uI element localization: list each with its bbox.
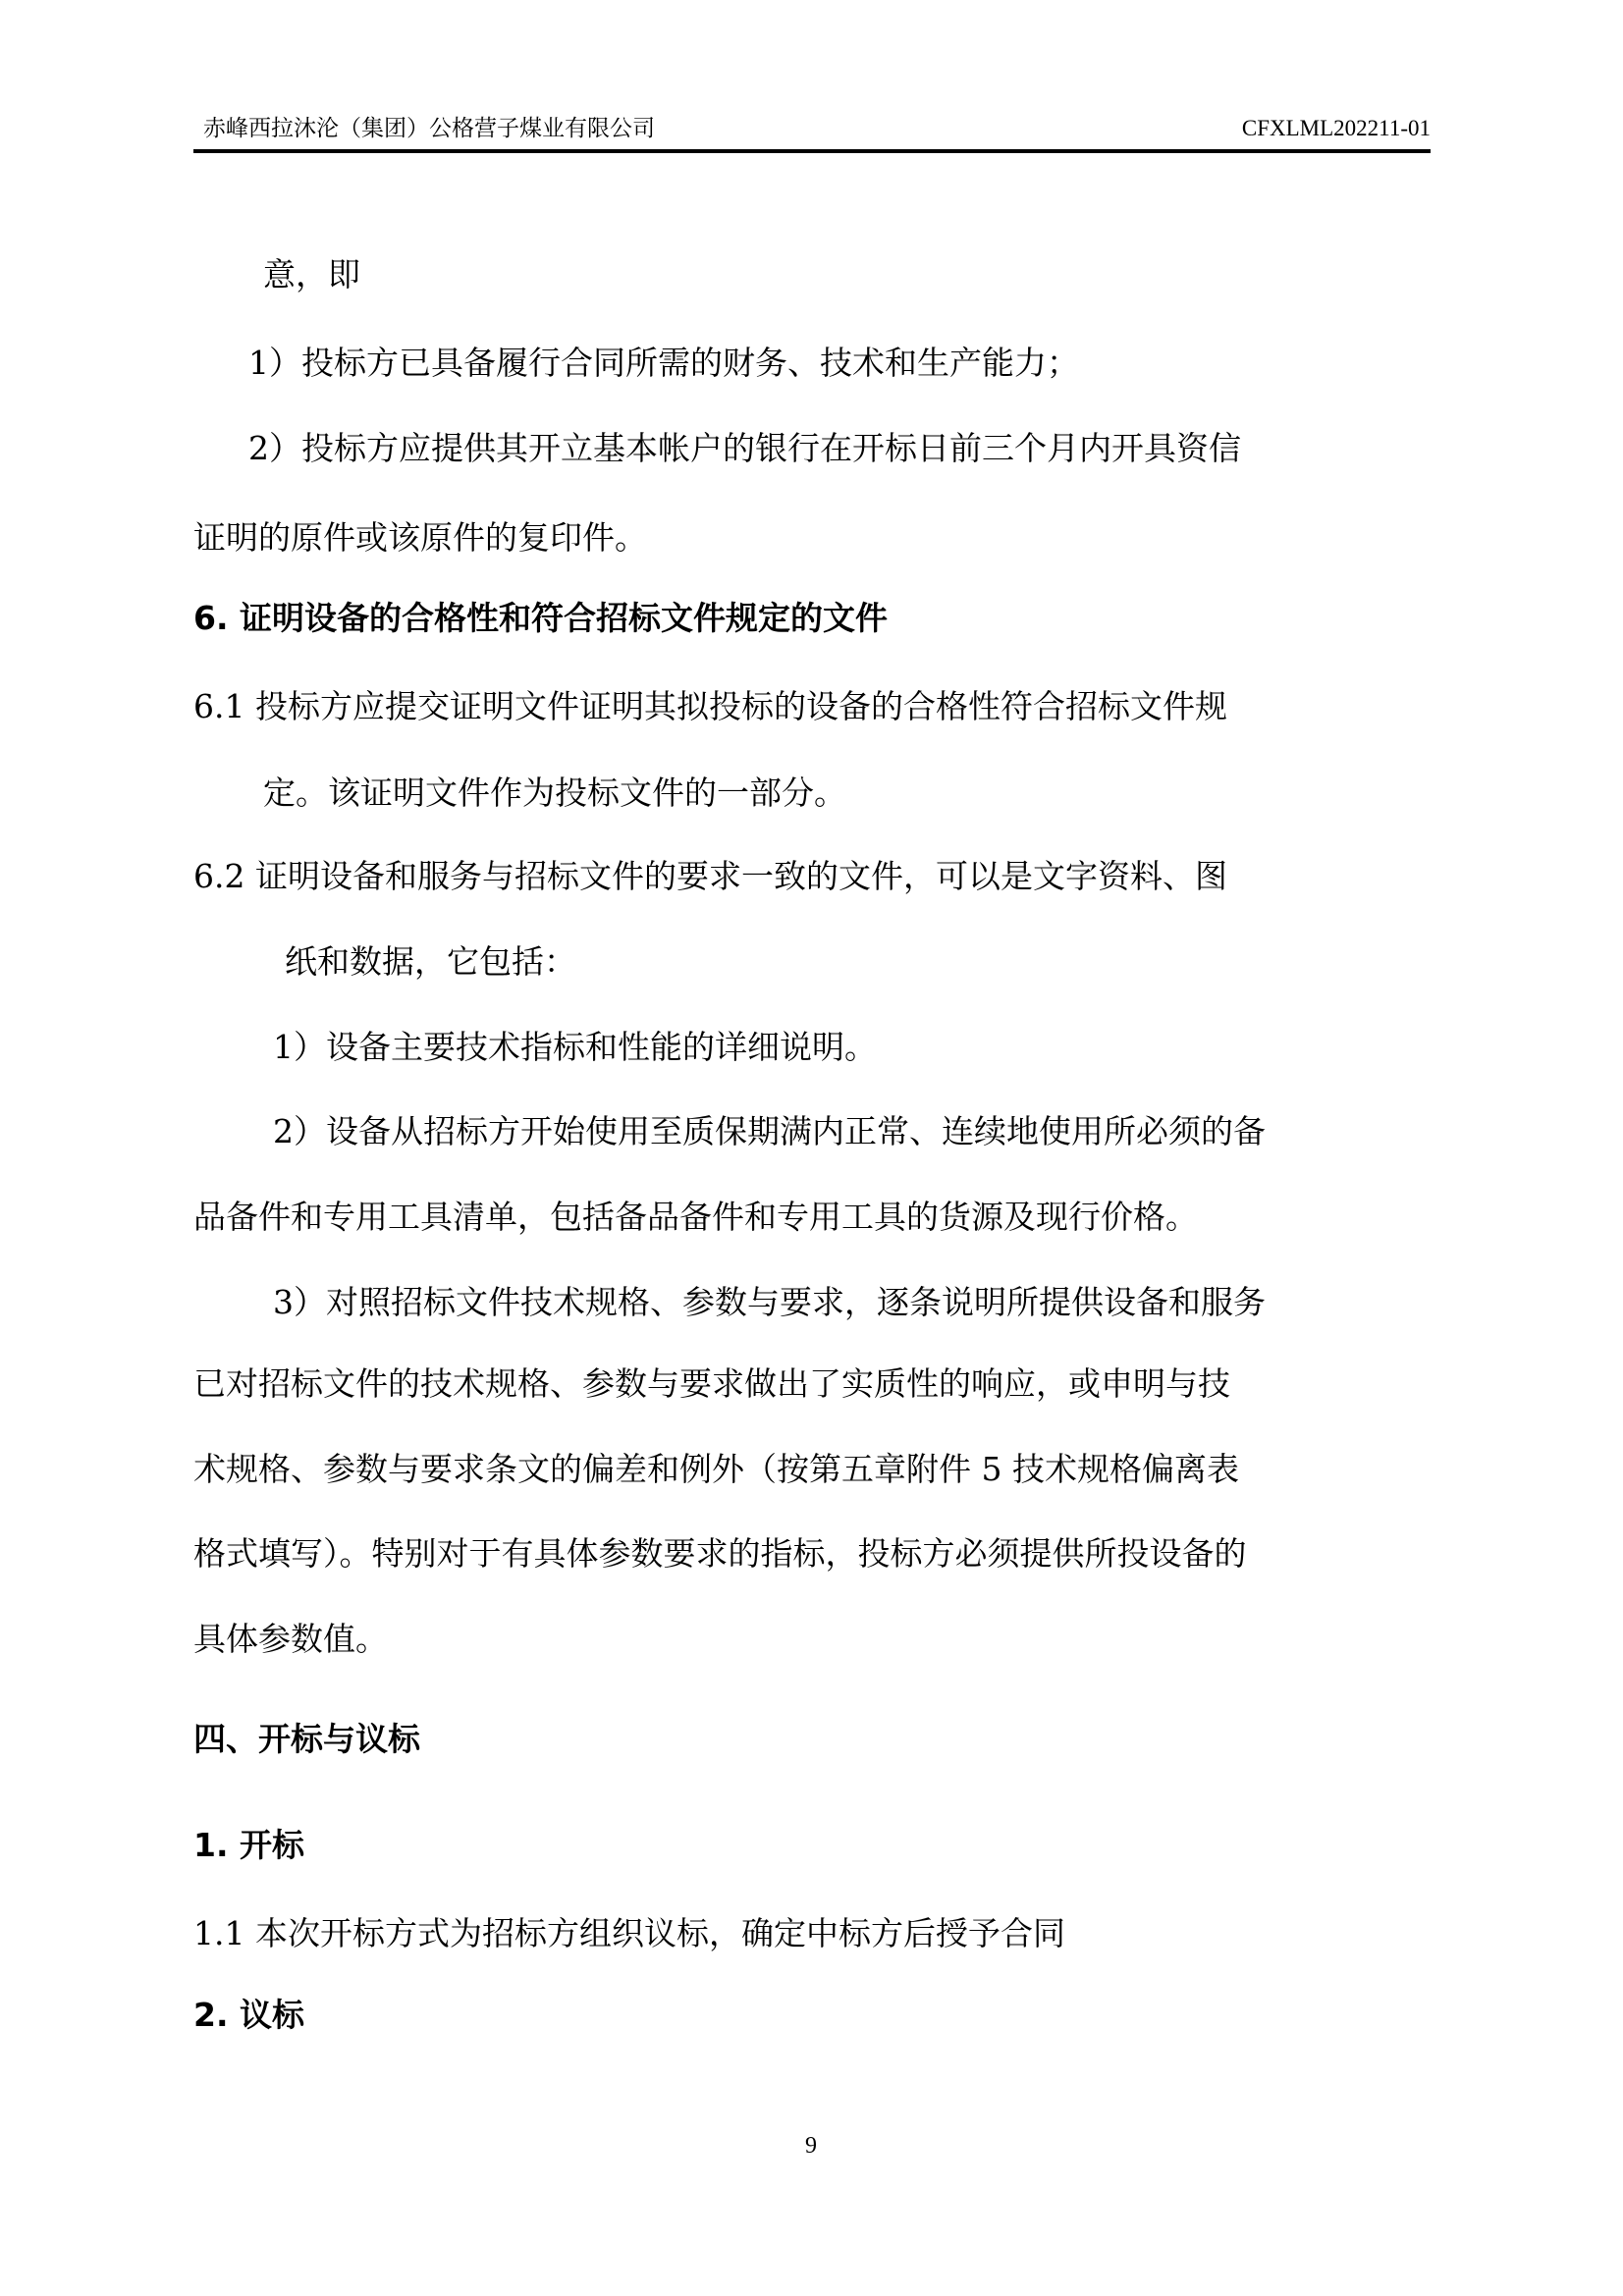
paragraph-line: 品备件和专用工具清单，包括备品备件和专用工具的货源及现行价格。 [193,1198,1198,1236]
paragraph-line: 具体参数值。 [193,1620,388,1658]
paragraph-line: 术规格、参数与要求条文的偏差和例外（按第五章附件 5 技术规格偏离表 [193,1450,1239,1488]
section-heading-negotiation: 2. 议标 [193,1996,304,2034]
clause-6-2: 6.2 证明设备和服务与招标文件的要求一致的文件，可以是文字资料、图 [193,857,1227,895]
section-heading-opening: 1. 开标 [193,1826,304,1864]
page-number: 9 [805,2133,817,2159]
paragraph-line: 已对招标文件的技术规格、参数与要求做出了实质性的响应，或申明与技 [193,1364,1230,1403]
header-document-code: CFXLML202211-01 [1241,116,1431,140]
header-company-name: 赤峰西拉沐沦（集团）公格营子煤业有限公司 [203,116,655,141]
paragraph-line: 格式填写）。特别对于有具体参数要求的指标，投标方必须提供所投设备的 [193,1534,1247,1573]
list-item: 3）对照招标文件技术规格、参数与要求，逐条说明所提供设备和服务 [273,1283,1266,1321]
paragraph-line: 纸和数据，它包括： [285,942,576,981]
list-item: 1）投标方已具备履行合同所需的财务、技术和生产能力； [248,344,1079,382]
paragraph-line: 意，即 [263,255,360,294]
clause-6-1: 6.1 投标方应提交证明文件证明其拟投标的设备的合格性符合招标文件规 [193,687,1227,725]
paragraph-line: 定。该证明文件作为投标文件的一部分。 [263,774,846,812]
list-item: 2）投标方应提供其开立基本帐户的银行在开标日前三个月内开具资信 [248,429,1241,467]
clause-1-1: 1.1 本次开标方式为招标方组织议标，确定中标方后授予合同 [193,1914,1065,1952]
chapter-heading-4: 四、开标与议标 [193,1720,420,1758]
paragraph-line: 证明的原件或该原件的复印件。 [193,518,647,557]
list-item: 1）设备主要技术指标和性能的详细说明。 [273,1028,877,1066]
section-heading-6: 6. 证明设备的合格性和符合招标文件规定的文件 [193,599,888,637]
header-divider [193,149,1431,153]
list-item: 2）设备从招标方开始使用至质保期满内正常、连续地使用所必须的备 [273,1112,1266,1150]
